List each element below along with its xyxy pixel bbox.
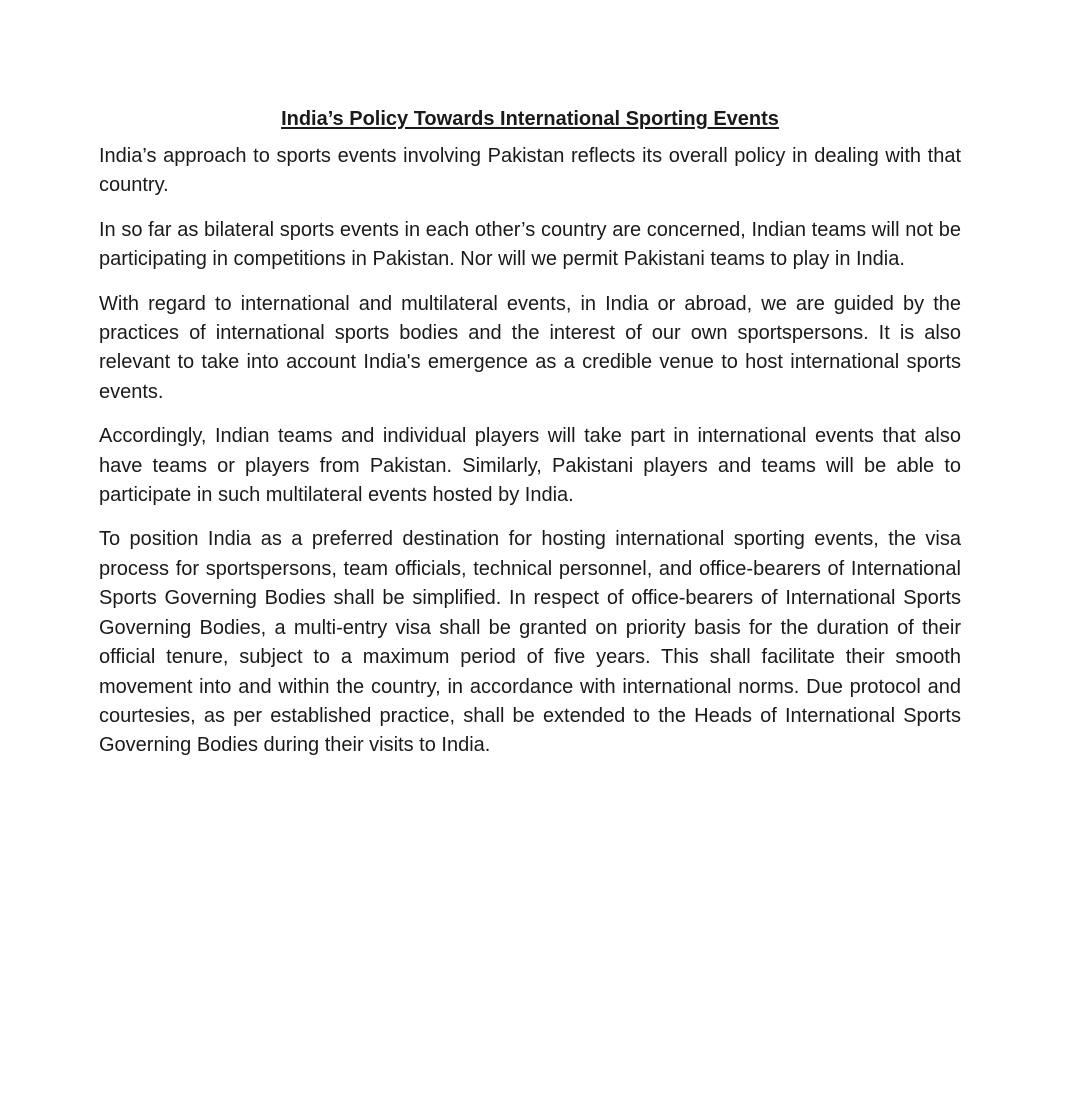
paragraph-multilateral: With regard to international and multilateral events, in India or abroad, we are guided by the practices of international sports bodies and the interest of our own sportspersons. It is also relevant to take into account India's emergence as a credible venue to host international sports events. [99, 292, 961, 403]
document-title: India’s Policy Towards International Sporting Events [281, 108, 779, 130]
paragraph-approach: India’s approach to sports events involving Pakistan reflects its overall policy in dealing with that country. [99, 145, 961, 197]
paragraph-visa: To position India as a preferred destination for hosting international sporting events, the visa process for sportspersons, team officials, technical personnel, and office-bearers of International Sports Governing Bodies shall be simplified. In respect of office-bearers of International Sports Governing Bodies, a multi-entry visa shall be granted on priority basis for the duration of their official tenure, subject to a maximum period of five years. This shall facilitate their smooth movement into and within the country, in accordance with international norms. Due protocol and courtesies, as per established practice, shall be extended to the Heads of International Sports Governing Bodies during their visits to India. [99, 528, 961, 757]
paragraph-participation: Accordingly, Indian teams and individual players will take part in international events that also have teams or players from Pakistan. Similarly, Pakistani players and teams will be able to participate in such multilateral events hosted by India. [99, 425, 961, 507]
paragraph-bilateral: In so far as bilateral sports events in each other’s country are concerned, Indian teams will not be participating in competitions in Pakistan. Nor will we permit Pakistani teams to play in India. [99, 218, 961, 271]
document-page [99, 104, 961, 776]
